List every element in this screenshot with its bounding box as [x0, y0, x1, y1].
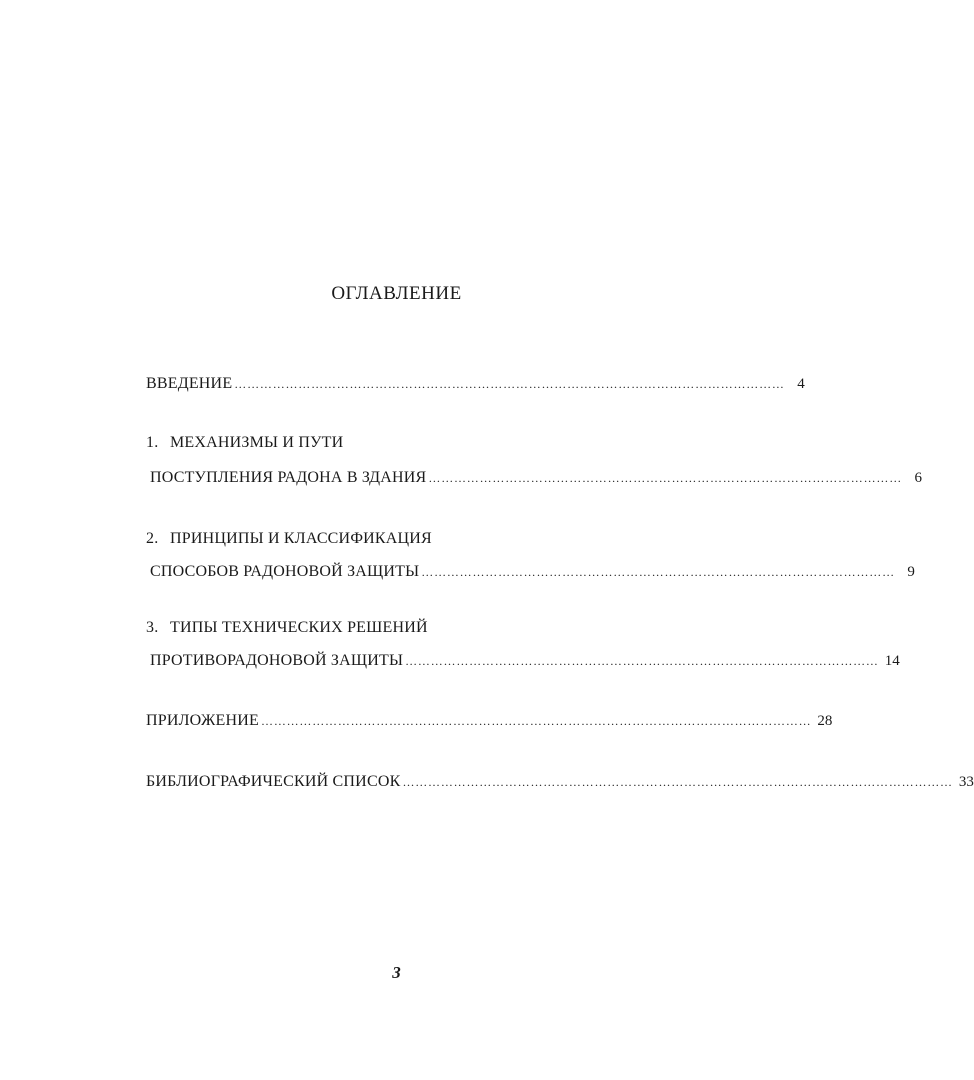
toc-entry-1	[150, 469, 922, 487]
toc-entry-page: 9	[907, 564, 915, 580]
toc-entry-heading	[146, 530, 432, 548]
toc-entry-page: 33	[958, 774, 974, 790]
toc-entry-number: 1.	[146, 434, 159, 451]
toc-entry-bibliography	[146, 773, 974, 791]
toc-entry-heading-text: ТИПЫ ТЕХНИЧЕСКИХ РЕШЕНИЙ	[170, 619, 428, 636]
toc-entry-page: 14	[884, 653, 900, 669]
toc-title: ОГЛАВЛЕНИЕ	[331, 283, 462, 304]
toc-entry-introduction	[146, 375, 805, 393]
toc-leader-dots: …………………………………………………………………………………………………………………	[261, 714, 812, 728]
toc-entry-2	[150, 563, 915, 581]
toc-leader-dots: …………………………………………………………………………………………………	[421, 565, 895, 579]
toc-entry-heading	[146, 619, 428, 637]
toc-leader-dots: …………………………………………………………………………………………………………………	[234, 377, 785, 391]
toc-leader-dots: …………………………………………………………………………………………………	[405, 654, 879, 668]
toc-entry-heading-text: ПРИНЦИПЫ И КЛАССИФИКАЦИЯ	[170, 530, 432, 547]
toc-entry-label: СПОСОБОВ РАДОНОВОЙ ЗАЩИТЫ	[150, 563, 420, 580]
toc-entry-number: 3.	[146, 619, 159, 636]
toc-entry-page: 6	[914, 470, 922, 486]
toc-entry-number: 2.	[146, 530, 159, 547]
toc-entry-label: ПРОТИВОРАДОНОВОЙ ЗАЩИТЫ	[150, 652, 404, 669]
toc-entry-label: БИБЛИОГРАФИЧЕСКИЙ СПИСОК	[146, 773, 401, 790]
toc-leader-dots: …………………………………………………………………………………………………	[428, 471, 902, 485]
toc-entry-label: ПРИЛОЖЕНИЕ	[146, 712, 260, 729]
toc-entry-heading	[146, 434, 343, 452]
toc-entry-appendix	[146, 712, 833, 730]
toc-entry-page: 28	[817, 713, 833, 729]
page-number: 3	[392, 963, 401, 982]
toc-entry-label: ПОСТУПЛЕНИЯ РАДОНА В ЗДАНИЯ	[150, 469, 427, 486]
toc-entry-3	[150, 652, 900, 670]
toc-leader-dots: …………………………………………………………………………………………………………………	[402, 775, 953, 789]
toc-entry-label: ВВЕДЕНИЕ	[146, 375, 233, 392]
toc-entry-page: 4	[797, 376, 805, 392]
toc-entry-heading-text: МЕХАНИЗМЫ И ПУТИ	[170, 434, 344, 451]
